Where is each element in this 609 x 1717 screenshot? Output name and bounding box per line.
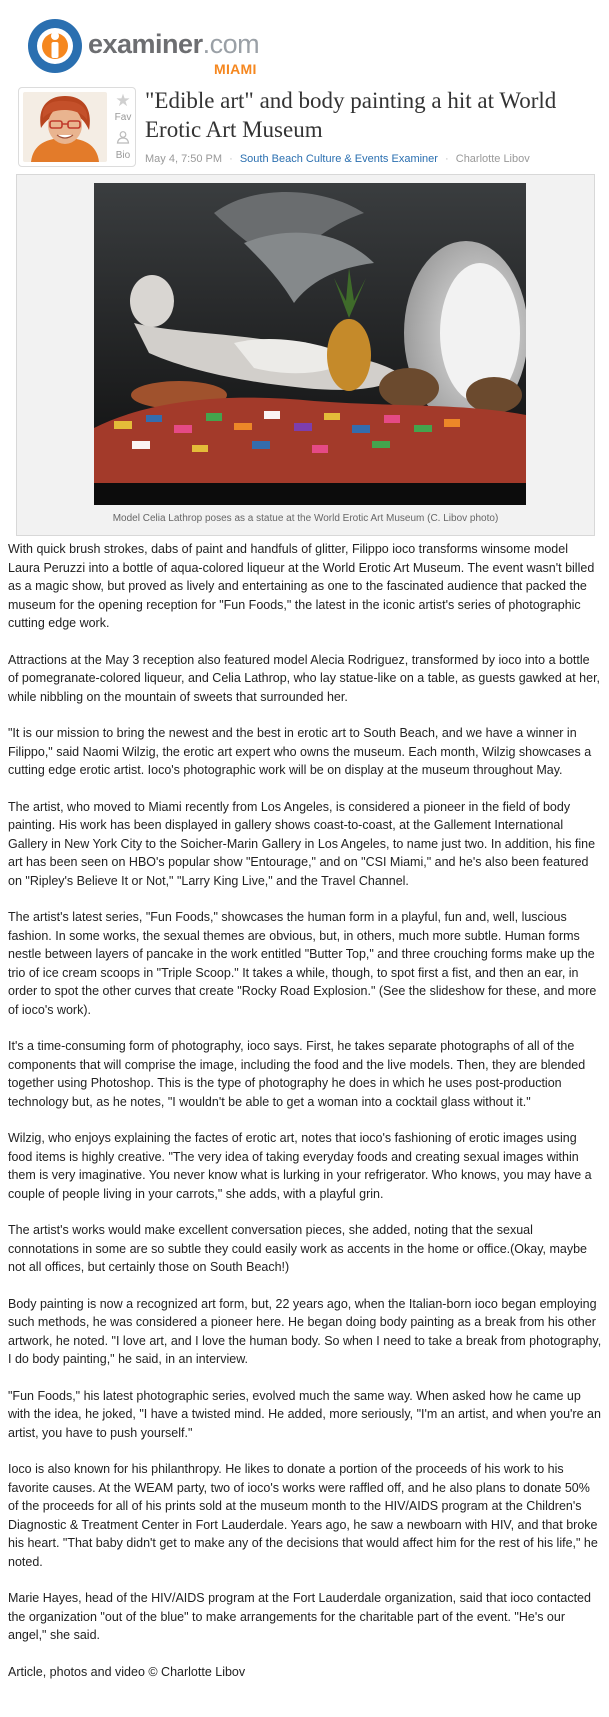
photo-container bbox=[16, 174, 595, 536]
article-author[interactable]: Charlotte Libov bbox=[455, 153, 530, 165]
meta-separator: · bbox=[229, 153, 233, 165]
logo-brand-tld: .com bbox=[202, 29, 260, 59]
examiner-logo-icon bbox=[26, 17, 84, 75]
fav-label: Fav bbox=[114, 112, 132, 123]
article-paragraph: Wilzig, who enjoys explaining the factes of erotic art, notes that ioco's fashioning of erotic images using food items is highly creative. "The very idea of taking everyday foods and creating sexual images within them is very imaginative. You never know what is lurking in your refrigerator. Who knows, you may have a couple of people living in your carrots," she adds, with a playful grin. bbox=[8, 1131, 592, 1201]
fav-button[interactable] bbox=[113, 92, 133, 123]
article-photo[interactable] bbox=[94, 183, 526, 505]
article-paragraph: It's a time-consuming form of photography, ioco says. First, he takes separate photographs of all of the components that will comprise the image, including the food and the live models. Then, they are blended together using Photoshop. This is the type of photography he does in which he uses post-production technology but, as he notes, "I wouldn't be able to get a woman into a cocktail glass without it." bbox=[8, 1039, 586, 1109]
article-paragraph: The artist, who moved to Miami recently from Los Angeles, is considered a pioneer in the field of body painting. His work has been displayed in gallery shows coast-to-coast, at the Gallement International Gallery in New York City to the Soicher-Marin Gallery in Los Angeles, to name just two. In addition, his fine art has been seen on HBO's popular show "Entourage," and on "CSI Miami," and he's also been featured on "Ripley's Believe It or Not," "Larry King Live," and the Travel Channel. bbox=[8, 799, 596, 888]
examiner-logo[interactable] bbox=[26, 17, 286, 79]
photo-caption: Model Celia Lathrop poses as a statue at the World Erotic Art Museum (C. Libov photo) bbox=[112, 513, 499, 524]
article-date: May 4, 7:50 PM bbox=[145, 153, 223, 165]
logo-brand-main: examiner bbox=[88, 29, 203, 59]
article-paragraph: "Fun Foods," his latest photographic series, evolved much the same way. When asked how he came up with the idea, he joked, "I have a twisted mind. He added, more seriously, "I'm an artist, and when you're an artist, you have to push yourself." bbox=[8, 1388, 601, 1440]
meta-separator: · bbox=[445, 153, 449, 165]
author-card bbox=[18, 87, 136, 167]
article-paragraph: "It is our mission to bring the newest and the best in erotic art to South Beach, and we have a winner in Filippo," said Naomi Wilzig, the erotic art expert who owns the museum. Each month, Wilzig showcases a cutting edge erotic artist. Ioco's photographic work will be on display at the museum throughout May. bbox=[8, 726, 592, 777]
article-paragraph: With quick brush strokes, dabs of paint and handfuls of glitter, Filippo ioco transforms winsome model Laura Peruzzi into a bottle of aqua-colored liqueur at the World Erotic Art Museum. The event wasn't billed as a magic show, but proved as lively and entertaining as one to the fascinated audience that packed the museum for the opening reception for "Fun Foods," the latest in the iconic artist's series of photographic cutting edge work. bbox=[8, 542, 595, 630]
author-avatar[interactable] bbox=[23, 92, 107, 162]
section-link[interactable]: South Beach Culture & Events Examiner bbox=[239, 153, 438, 165]
bio-label: Bio bbox=[115, 150, 131, 161]
article-paragraph: Attractions at the May 3 reception also featured model Alecia Rodriguez, transformed by ioco into a bottle of pomegranate-colored liqueur, and Celia Lathrop, who lay statue-like on a table, as guests gawked at her, while nibbling on the mountain of sweets that surrounded her. bbox=[8, 652, 601, 704]
star-icon: ★ bbox=[115, 91, 131, 110]
article-copyright: Article, photos and video © Charlotte Libov bbox=[8, 1664, 246, 1679]
article-paragraph: Marie Hayes, head of the HIV/AIDS program at the Fort Lauderdale organization, said that ioco contacted the organization "out of the blue" to make arrangements for the charitable part of the event. "He's our angel," she said. bbox=[8, 1591, 591, 1642]
person-icon bbox=[116, 130, 130, 144]
article-photo-image bbox=[94, 183, 526, 505]
article-body bbox=[8, 540, 603, 1699]
article-paragraph: Ioco is also known for his philanthropy. He likes to donate a portion of the proceeds of his work to his favorite causes. At the WEAM party, two of ioco's works were raffled off, and he also plans to donate 50% of the proceeds for all of his prints sold at the museum month to the HIV/AIDS program at the Children's Diagnostic & Treatment Center in Fort Lauderdale. Years ago, he saw a newboarn with HIV, and that broke his heart. "That baby didn't get to make any of the decisions that would affect him for the rest of his life," he noted. bbox=[8, 1462, 598, 1569]
article-paragraph: The artist's latest series, "Fun Foods," showcases the human form in a playful, fun and, well, luscious fashion. In some works, the sexual themes are obvious, but, in others, much more subtle. Human forms nestle between layers of pancake in the work entitled "Butter Top," and three crouching forms make up the trio of ice cream scoops in "Triple Scoop." It takes a while, though, to spot first a fist, and then an ear, in order to spot the other curves that create "Rocky Road Explosion." (See the slideshow for these, and more of ioco's work). bbox=[8, 910, 597, 1017]
logo-city: MIAMI bbox=[214, 61, 257, 77]
article-paragraph: Body painting is now a recognized art form, but, 22 years ago, when the Italian-born ioco began employing such methods, he was considered a pioneer here. He began doing body painting as a break from his other artwork, he noted. "I love art, and I love the human body. So when I need to take a break from photography, I do body painting," he said, in an interview. bbox=[8, 1296, 602, 1366]
article-paragraph: The artist's works would make excellent conversation pieces, she added, noting that the sexual connotations in some are so subtle they could easily work as accents in the home or office.(Okay, maybe not all offices, but certainly those on South Beach!) bbox=[8, 1223, 587, 1274]
author-avatar-image bbox=[23, 92, 107, 162]
article-meta bbox=[145, 153, 530, 165]
bio-button[interactable] bbox=[113, 130, 133, 161]
logo-wordmark bbox=[88, 29, 259, 59]
article-headline: "Edible art" and body painting a hit at World Erotic Art Museum bbox=[145, 88, 557, 142]
